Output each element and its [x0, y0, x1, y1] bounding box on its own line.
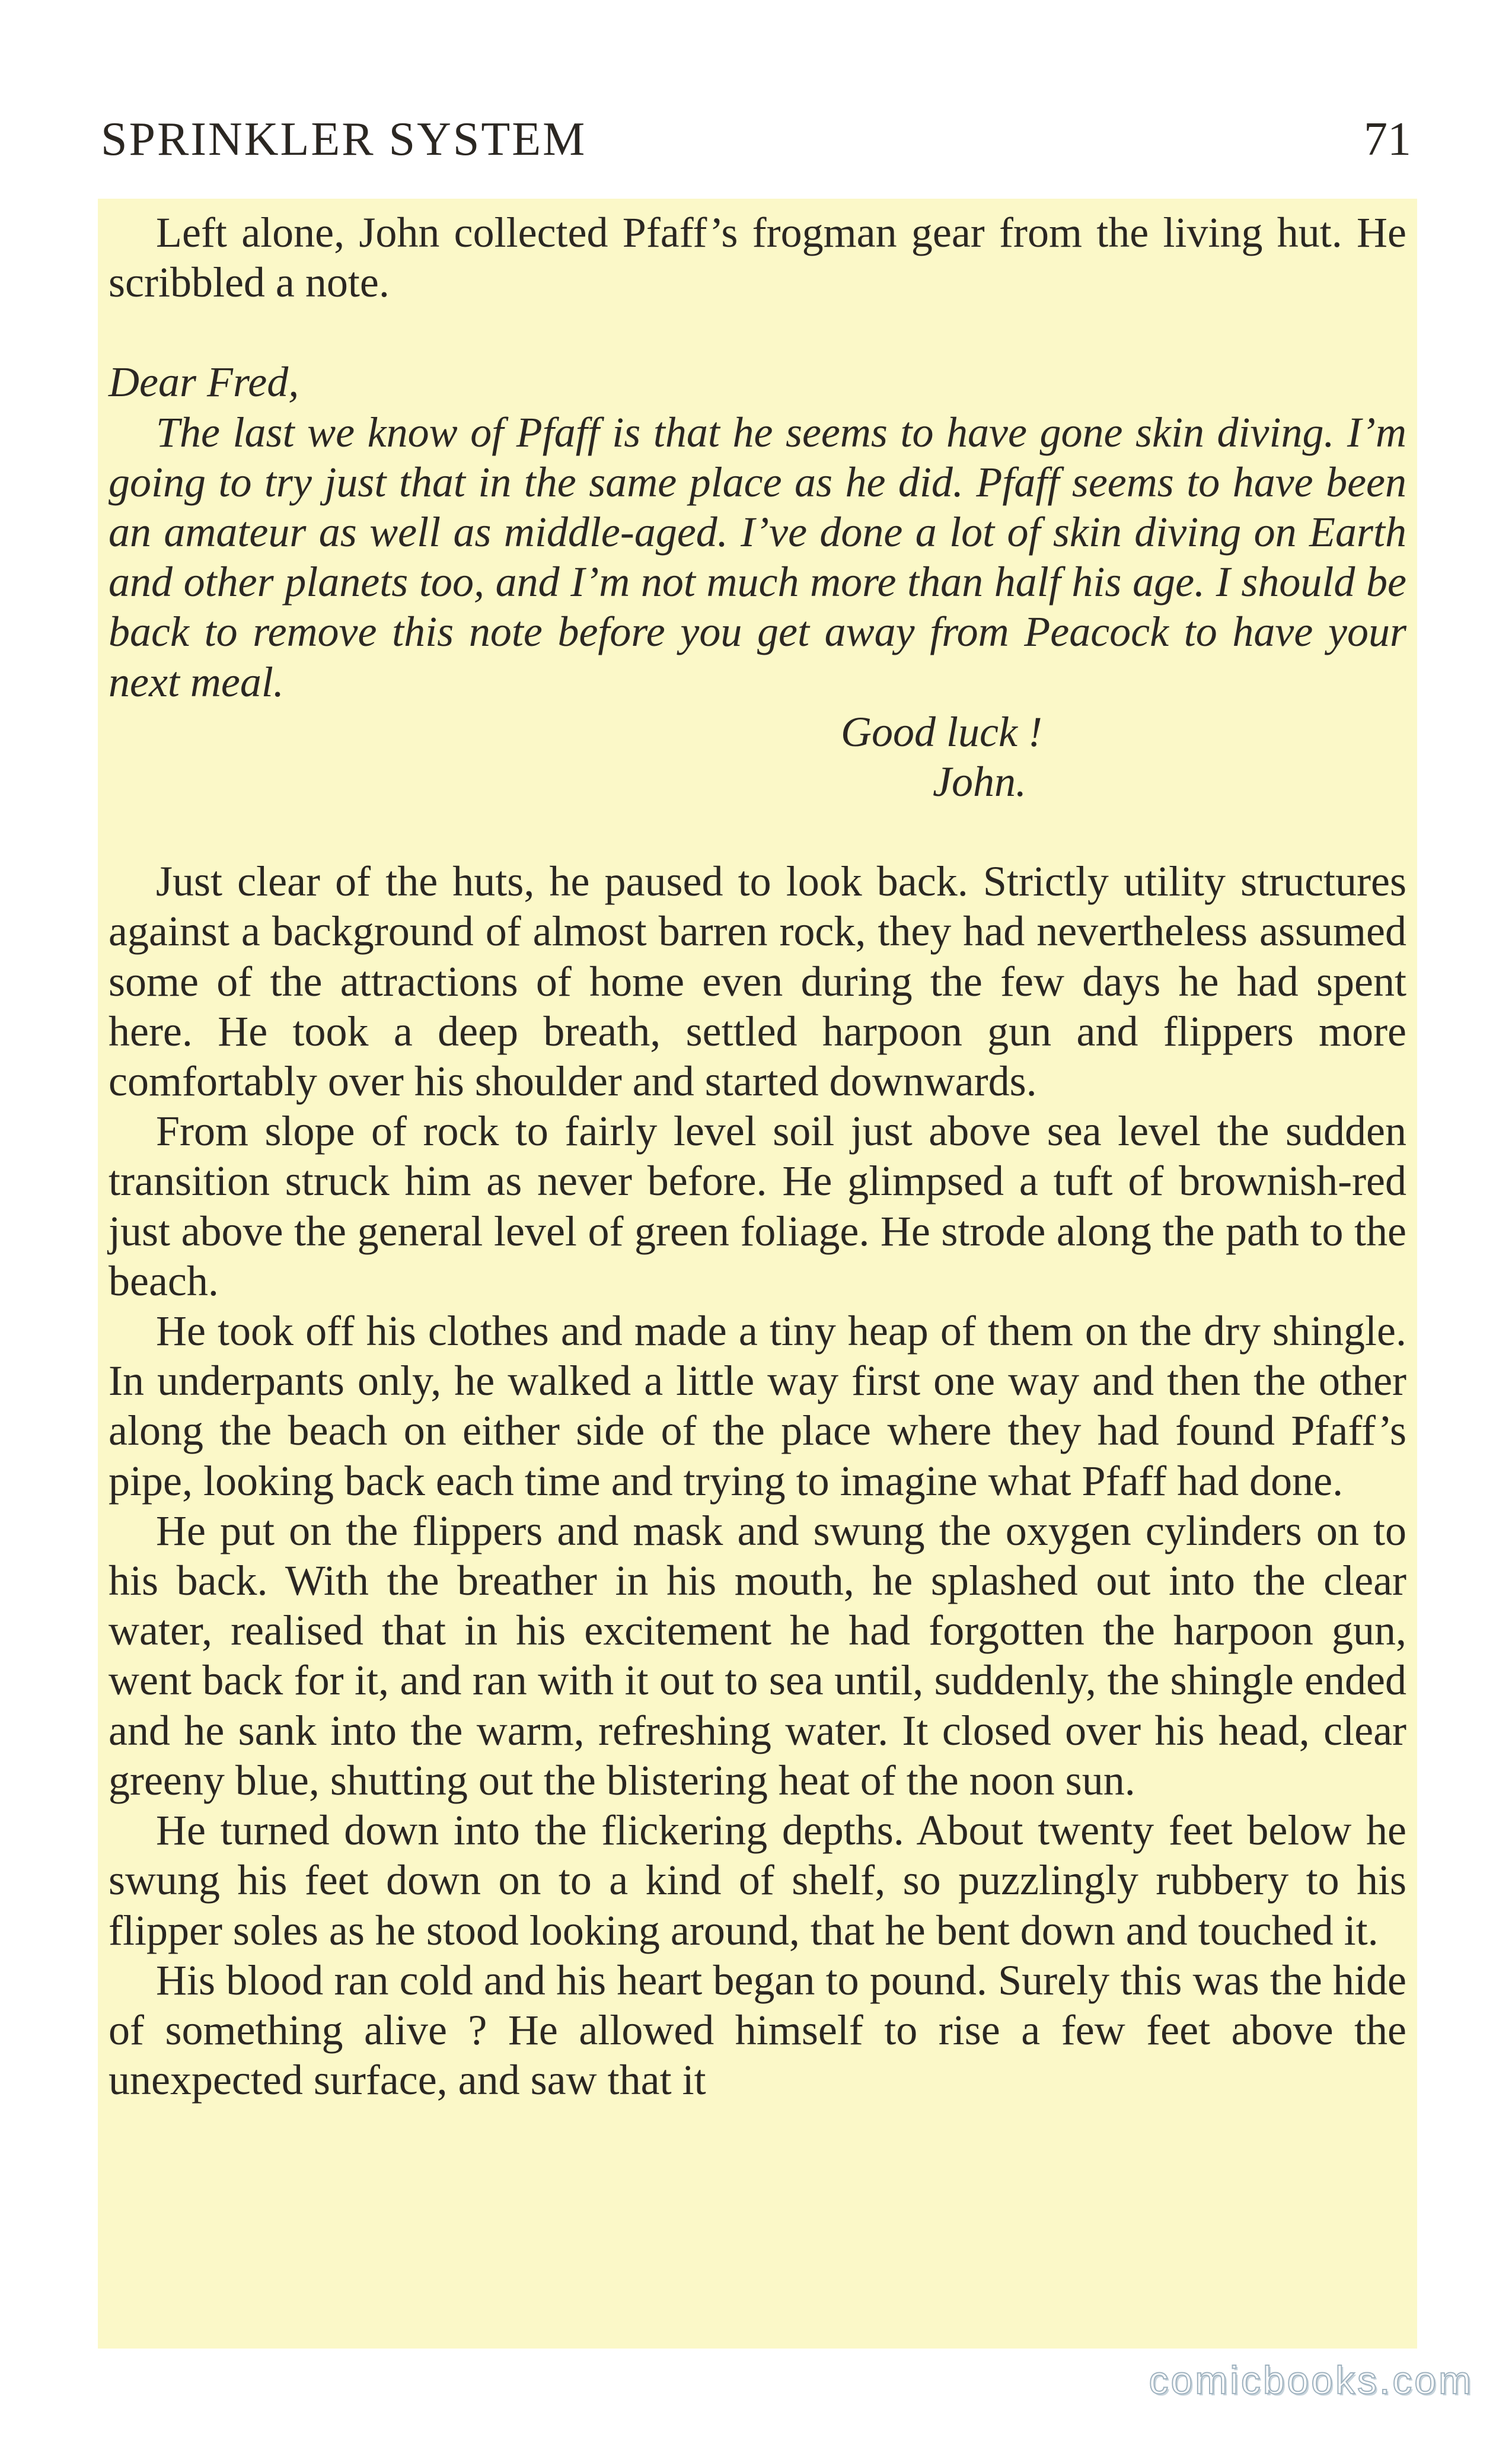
body-text [98, 199, 1417, 2105]
note-letter [109, 357, 1406, 807]
page-header [101, 113, 1411, 166]
highlighted-text-block [98, 199, 1417, 2349]
page-number: 71 [1364, 113, 1411, 165]
site-watermark: comicbooks.com [1149, 2358, 1473, 2402]
letter-signature: John. [933, 758, 1026, 806]
paragraph-1: Left alone, John collected Pfaff’s frogman gear from the living hut. He scribbled a note. [109, 209, 1406, 307]
paragraph-2: Just clear of the huts, he paused to look back. Strictly utility structures against a background of almost barren rock, they had nevertheless assumed some of the attractions of home even during the few days he had spent here. He took a deep breath, settled harpoon gun and flippers more comfortably over his shoulder and started downwards. [109, 858, 1406, 1105]
paragraph-5: He put on the flippers and mask and swung the oxygen cylinders on to his back. With the breather in his mouth, he splashed out into the clear water, realised that in his excitement he had forgotten the harpoon gun, went back for it, and ran with it out to sea until, suddenly, the shingle ended and he sank into the warm, refreshing water. It closed over his head, clear greeny blue, shutting out the blistering heat of the noon sun. [109, 1506, 1406, 1804]
paragraph-3: From slope of rock to fairly level soil just above sea level the sudden transition struck him as never before. He glimpsed a tuft of brownish-red just above the general level of green foliage. He strode along the path to the beach. [109, 1107, 1406, 1305]
paragraph-4: He took off his clothes and made a tiny heap of them on the dry shingle. In underpants only, he walked a little way first one way and then the other along the beach on either side of the place where they had found Pfaff’s pipe, looking back each time and trying to imagine what Pfaff had done. [109, 1307, 1406, 1505]
letter-closing: Good luck ! [841, 708, 1042, 756]
letter-greeting: Dear Fred, [109, 358, 299, 406]
paragraph-7: His blood ran cold and his heart began to pound. Surely this was the hide of something alive ? He allowed himself to rise a few feet above the unexpected surface, and saw that it [109, 1956, 1406, 2104]
paragraph-6: He turned down into the flickering depths. About twenty feet below he swung his feet down on to a kind of shelf, so puzzlingly rubbery to his flipper soles as he stood looking around, that he bent down and touched it. [109, 1806, 1406, 1954]
letter-body: The last we know of Pfaff is that he seems to have gone skin diving. I’m going to try just that in the same place as he did. Pfaff seems to have been an amateur as well as middle-aged. I’ve done a lot of skin diving on Earth and other planets too, and I’m not much more than half his age. I should be back to remove this note before you get away from Peacock to have your next meal. [109, 408, 1406, 706]
running-head: SPRINKLER SYSTEM [101, 113, 587, 165]
